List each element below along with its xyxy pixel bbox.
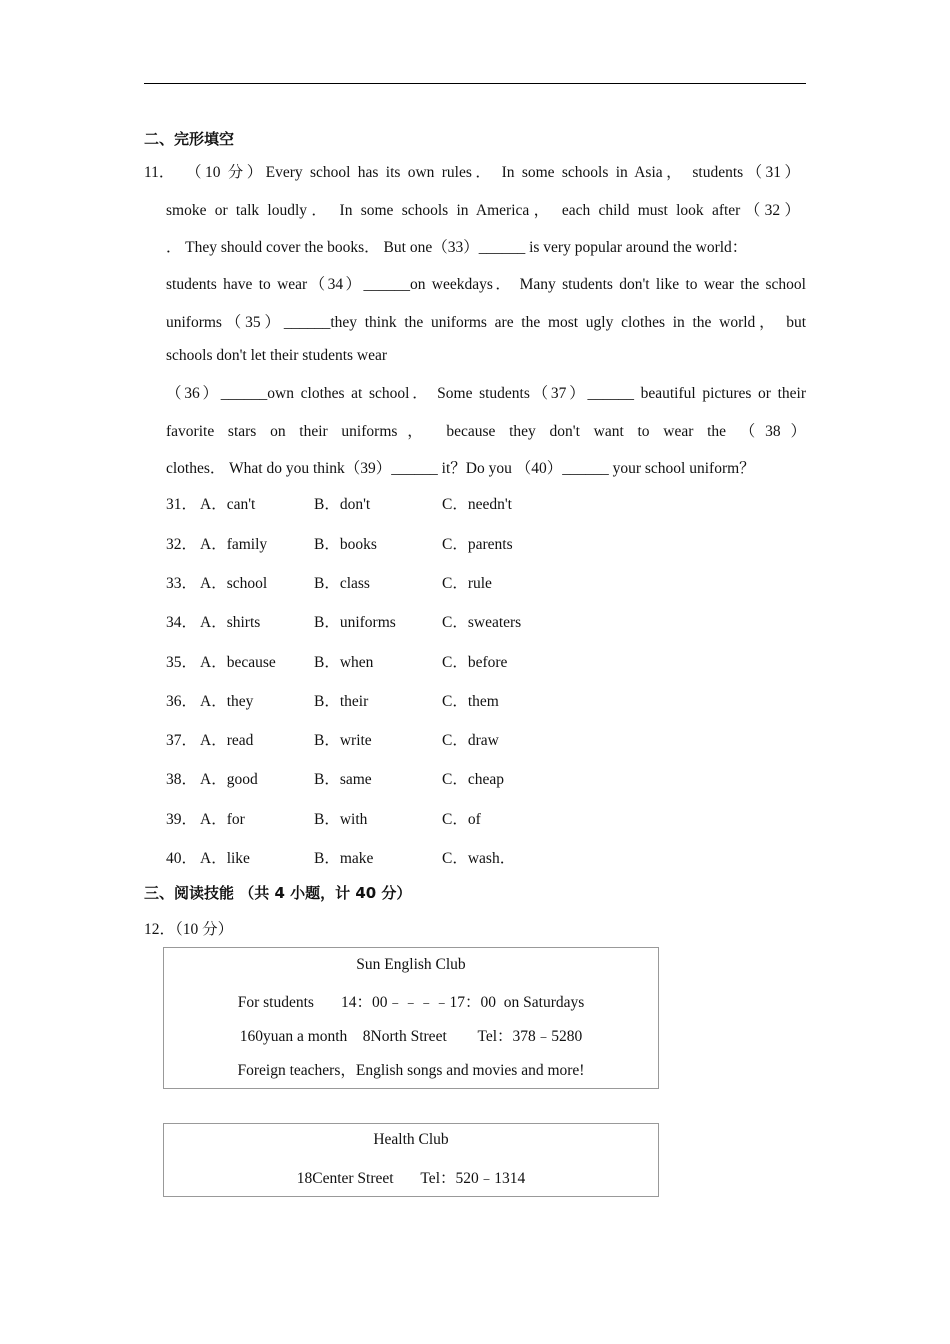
option-number: 38． <box>166 771 198 788</box>
option-number: 37． <box>166 732 198 749</box>
option-b[interactable]: B．uniforms <box>314 614 396 631</box>
option-b[interactable]: B．class <box>314 575 370 592</box>
question-11-number: 11． <box>144 164 175 181</box>
option-b[interactable]: B．when <box>314 654 374 671</box>
option-c[interactable]: C．them <box>442 693 499 710</box>
option-c[interactable]: C．before <box>442 654 508 671</box>
option-c[interactable]: C．wash． <box>442 850 516 867</box>
option-a[interactable]: A．like <box>200 850 250 867</box>
q11-line-1: （10 分）Every school has its own rules． In some schools in Asia， students（31） <box>186 164 801 181</box>
option-a[interactable]: A．school <box>200 575 268 592</box>
option-a[interactable]: A．they <box>200 693 254 710</box>
option-b[interactable]: B．write <box>314 732 372 749</box>
question-12-header: 12．（10 分） <box>144 921 234 938</box>
club-1-line-3: Foreign teachers，English songs and movies and more! <box>237 1062 585 1079</box>
option-number: 34． <box>166 614 198 631</box>
option-b[interactable]: B．their <box>314 693 369 710</box>
option-c[interactable]: C．draw <box>442 732 499 749</box>
option-a[interactable]: A．for <box>200 811 245 828</box>
option-c[interactable]: C．rule <box>442 575 492 592</box>
option-b[interactable]: B．with <box>314 811 368 828</box>
q11-line-7: （36）______own clothes at school． Some students（37）______ beautiful pictures or their <box>166 385 806 402</box>
option-b[interactable]: B．same <box>314 771 372 788</box>
club-1-line-1: For students 14：00﹣﹣﹣﹣17：00 on Saturdays <box>237 994 585 1011</box>
option-number: 36． <box>166 693 198 710</box>
option-c[interactable]: C．parents <box>442 536 513 553</box>
q11-line-3: ． They should cover the books． But one（33）______ is very popular around the world： <box>166 239 748 256</box>
option-number: 32． <box>166 536 198 553</box>
option-a[interactable]: A．read <box>200 732 254 749</box>
header-rule <box>144 83 806 84</box>
q11-line-8: favorite stars on their uniforms， because they don't want to wear the （38） <box>166 423 806 440</box>
option-b[interactable]: B．books <box>314 536 377 553</box>
option-a[interactable]: A．family <box>200 536 268 553</box>
option-a[interactable]: A．can't <box>200 496 256 513</box>
option-b[interactable]: B．don't <box>314 496 371 513</box>
club-2-line-1: 18Center Street Tel：520﹣1314 <box>296 1170 526 1187</box>
option-b[interactable]: B．make <box>314 850 374 867</box>
section-3-title: 三、阅读技能 （共 4 小题，计 40 分） <box>144 884 412 902</box>
option-c[interactable]: C．of <box>442 811 481 828</box>
q11-line-5: uniforms（35）______they think the uniforms are the most ugly clothes in the world， but <box>166 314 806 331</box>
option-number: 31． <box>166 496 198 513</box>
club-2-title: Health Club <box>373 1131 449 1148</box>
option-c[interactable]: C．cheap <box>442 771 504 788</box>
health-club-box <box>163 1123 659 1197</box>
option-c[interactable]: C．sweaters <box>442 614 522 631</box>
option-number: 33． <box>166 575 198 592</box>
option-c[interactable]: C．needn't <box>442 496 512 513</box>
option-a[interactable]: A．shirts <box>200 614 261 631</box>
sun-english-club-box <box>163 947 659 1089</box>
option-number: 35． <box>166 654 198 671</box>
club-1-title: Sun English Club <box>356 956 466 973</box>
q11-line-9: clothes． What do you think（39）______ it？Do you （40）______ your school uniform？ <box>166 460 755 477</box>
option-a[interactable]: A．good <box>200 771 258 788</box>
option-a[interactable]: A．because <box>200 654 276 671</box>
q11-line-2: smoke or talk loudly． In some schools in America， each child must look after（32） <box>166 202 800 219</box>
q11-line-4: students have to wear（34）______on weekdays． Many students don't like to wear the school <box>166 276 806 293</box>
option-number: 40． <box>166 850 198 867</box>
option-number: 39． <box>166 811 198 828</box>
club-1-line-2: 160yuan a month 8North Street Tel：378﹣5280 <box>239 1028 583 1045</box>
q11-line-6: schools don't let their students wear <box>166 347 388 364</box>
section-2-title: 二、完形填空 <box>144 130 235 148</box>
